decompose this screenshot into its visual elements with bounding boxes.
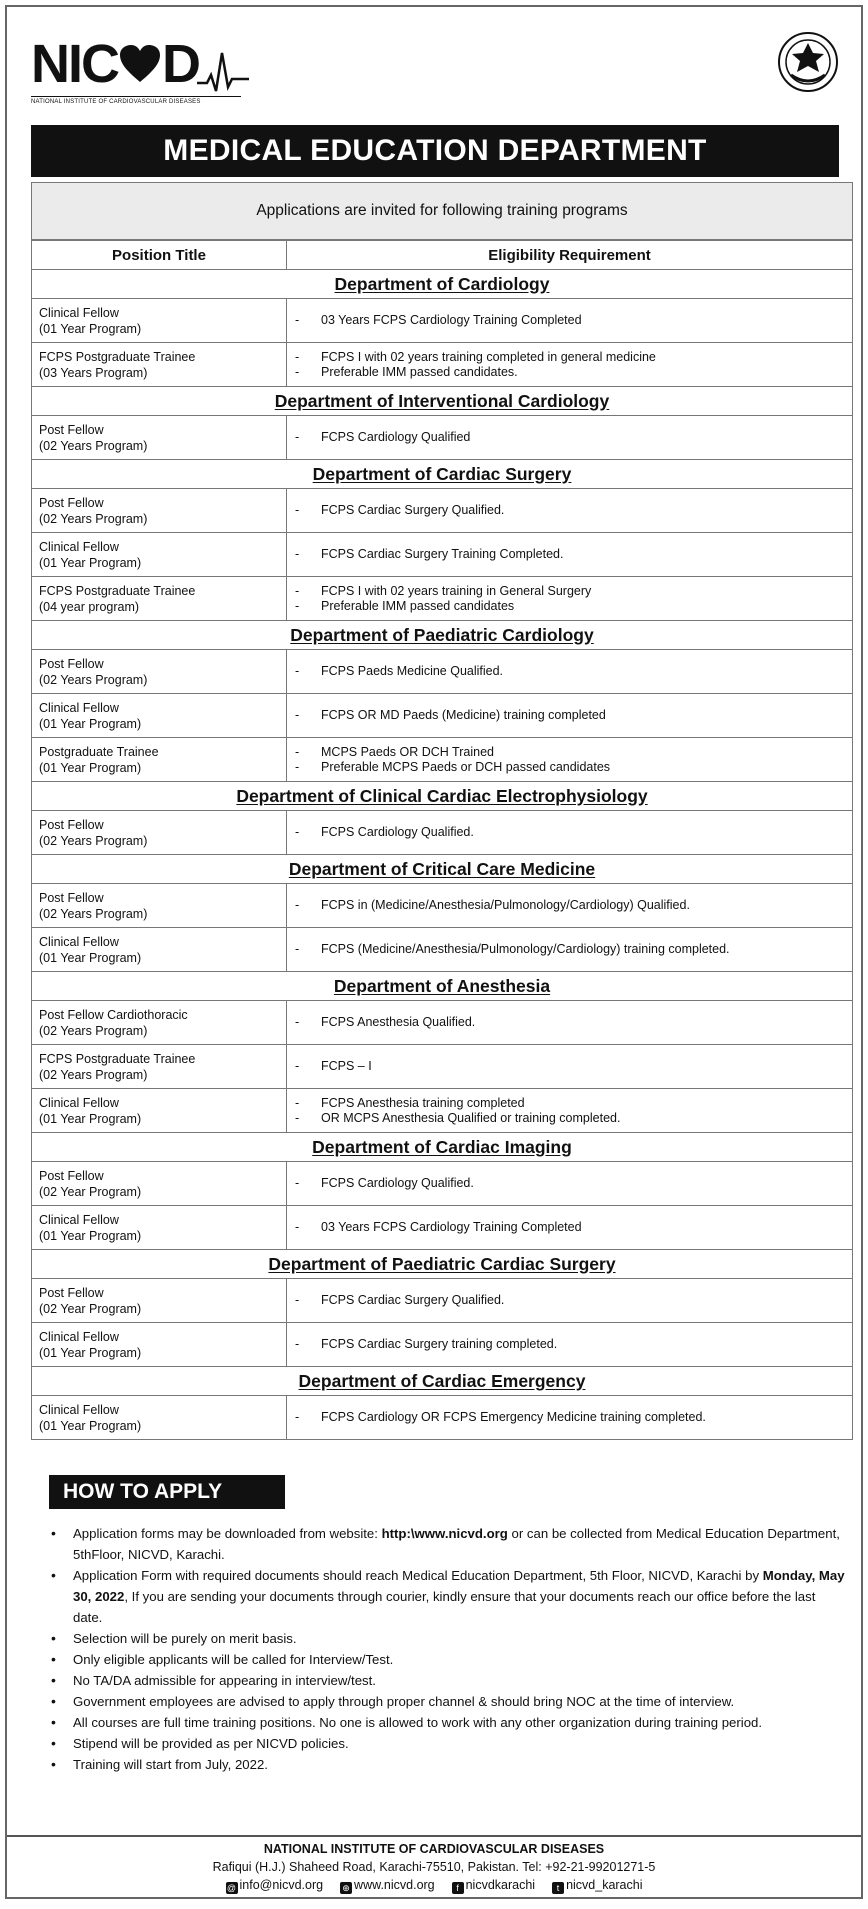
programs-table (31, 240, 853, 1440)
table-row (32, 1396, 853, 1440)
table-row (32, 1206, 853, 1250)
position-cell (32, 1089, 287, 1133)
position-title: FCPS Postgraduate Trainee (39, 583, 196, 598)
eligibility-item: - FCPS Cardiac Surgery Qualified. (295, 1293, 852, 1308)
position-cell (32, 738, 287, 782)
footer-address: Rafiqui (H.J.) Shaheed Road, Karachi-75510, Pakistan. Tel: +92-21-99201271-5 (212, 1860, 656, 1874)
invitation-text: Applications are invited for following training programs (31, 182, 853, 240)
program-duration: (02 Years Program) (39, 672, 148, 687)
list-item (45, 1628, 845, 1649)
position-cell (32, 299, 287, 343)
position-cell (32, 343, 287, 387)
footer-contacts (7, 1876, 861, 1894)
department-row (32, 1250, 853, 1279)
eligibility-cell (287, 811, 853, 855)
position-cell (32, 694, 287, 738)
list-item (45, 1712, 845, 1733)
position-title: Postgraduate Trainee (39, 744, 159, 759)
program-duration: (02 Years Program) (39, 1023, 148, 1038)
eligibility-cell (287, 1323, 853, 1367)
twitter-icon: t (552, 1882, 564, 1894)
list-item (45, 1565, 845, 1628)
eligibility-item: - Preferable IMM passed candidates (295, 599, 852, 614)
eligibility-item: - FCPS – I (295, 1059, 852, 1074)
globe-icon: ⊕ (340, 1882, 352, 1894)
department-row (32, 1133, 853, 1162)
department-row (32, 270, 853, 299)
department-row (32, 972, 853, 1001)
position-cell (32, 650, 287, 694)
footer-facebook[interactable]: nicvdkarachi (465, 1878, 536, 1892)
position-title: Post Fellow (39, 817, 104, 832)
position-cell (32, 928, 287, 972)
position-cell (32, 533, 287, 577)
eligibility-cell (287, 884, 853, 928)
heart-icon (118, 39, 162, 93)
position-title: Clinical Fellow (39, 934, 119, 949)
position-title: Clinical Fellow (39, 539, 119, 554)
position-title: Post Fellow (39, 656, 104, 671)
department-row (32, 782, 853, 811)
department-row (32, 1367, 853, 1396)
program-duration: (02 Years Program) (39, 833, 148, 848)
position-title: Post Fellow (39, 495, 104, 510)
eligibility-cell (287, 1279, 853, 1323)
eligibility-item: - FCPS (Medicine/Anesthesia/Pulmonology/Cardiology) training completed. (295, 942, 852, 957)
program-duration: (02 Year Program) (39, 1301, 142, 1316)
eligibility-item: - FCPS Cardiac Surgery Training Completed. (295, 547, 852, 562)
column-header-position: Position Title (32, 241, 287, 270)
department-heading: Department of Paediatric Cardiology (32, 621, 853, 650)
bullet-text: Government employees are advised to apply through proper channel & should bring NOC at the time of interview. (73, 1694, 735, 1709)
position-title: Post Fellow (39, 1168, 104, 1183)
eligibility-item: - Preferable IMM passed candidates. (295, 365, 852, 380)
eligibility-item: - Preferable MCPS Paeds or DCH passed candidates (295, 760, 852, 775)
list-item (45, 1649, 845, 1670)
table-row (32, 533, 853, 577)
program-duration: (01 Year Program) (39, 555, 142, 570)
program-duration: (01 Year Program) (39, 321, 142, 336)
list-item (45, 1733, 845, 1754)
table-row (32, 650, 853, 694)
eligibility-item: - FCPS Cardiac Surgery training completed. (295, 1337, 852, 1352)
table-body (32, 270, 853, 1440)
position-cell (32, 1162, 287, 1206)
pulse-icon (197, 47, 249, 95)
program-duration: (02 Years Program) (39, 511, 148, 526)
eligibility-cell (287, 577, 853, 621)
facebook-icon: f (452, 1882, 464, 1894)
department-heading: Department of Cardiac Emergency (32, 1367, 853, 1396)
eligibility-cell (287, 1001, 853, 1045)
position-title: FCPS Postgraduate Trainee (39, 349, 196, 364)
table-row (32, 577, 853, 621)
department-heading: Department of Anesthesia (32, 972, 853, 1001)
footer-institute: NATIONAL INSTITUTE OF CARDIOVASCULAR DISEASES (263, 1842, 605, 1856)
eligibility-item: - FCPS OR MD Paeds (Medicine) training completed (295, 708, 852, 723)
bullet-text: All courses are full time training positions. No one is allowed to work with any other organization during training period. (73, 1715, 763, 1730)
position-title: Post Fellow Cardiothoracic (39, 1007, 188, 1022)
table-row (32, 1279, 853, 1323)
table-row (32, 1162, 853, 1206)
position-cell (32, 489, 287, 533)
footer-email[interactable]: info@nicvd.org (239, 1878, 324, 1892)
position-cell (32, 884, 287, 928)
program-duration: (03 Years Program) (39, 365, 148, 380)
eligibility-cell (287, 533, 853, 577)
position-cell (32, 1206, 287, 1250)
program-duration: (02 Years Program) (39, 906, 148, 921)
table-row (32, 884, 853, 928)
position-cell (32, 1001, 287, 1045)
position-title: Clinical Fellow (39, 1329, 119, 1344)
program-duration: (02 Years Program) (39, 1067, 148, 1082)
table-row (32, 1045, 853, 1089)
eligibility-cell (287, 738, 853, 782)
position-title: Post Fellow (39, 890, 104, 905)
eligibility-item: - FCPS Cardiology Qualified. (295, 1176, 852, 1191)
department-heading: Department of Paediatric Cardiac Surgery (32, 1250, 853, 1279)
eligibility-item: - 03 Years FCPS Cardiology Training Completed (295, 1220, 852, 1235)
program-duration: (01 Year Program) (39, 1418, 142, 1433)
eligibility-cell (287, 343, 853, 387)
header (7, 7, 861, 167)
eligibility-item: - FCPS Cardiology Qualified (295, 430, 852, 445)
bullet-text: or can be collected from Medical Education Department, 5thFloor, NICVD, Karachi. (73, 1526, 840, 1562)
position-cell (32, 1045, 287, 1089)
eligibility-cell (287, 1206, 853, 1250)
eligibility-item: - 03 Years FCPS Cardiology Training Completed (295, 313, 852, 328)
programs-section (31, 182, 853, 1440)
position-title: Post Fellow (39, 1285, 104, 1300)
eligibility-item: - FCPS Cardiology Qualified. (295, 825, 852, 840)
position-cell (32, 811, 287, 855)
logo-wordmark: NIC D (31, 34, 199, 94)
position-title: FCPS Postgraduate Trainee (39, 1051, 196, 1066)
list-item (45, 1523, 845, 1565)
table-row (32, 299, 853, 343)
government-seal-icon (777, 31, 839, 93)
list-item (45, 1670, 845, 1691)
position-cell (32, 416, 287, 460)
eligibility-cell (287, 1045, 853, 1089)
table-row (32, 416, 853, 460)
eligibility-item: - FCPS Anesthesia training completed (295, 1096, 852, 1111)
column-header-eligibility: Eligibility Requirement (287, 241, 853, 270)
how-to-apply-heading: HOW TO APPLY (49, 1475, 285, 1509)
eligibility-item: - MCPS Paeds OR DCH Trained (295, 745, 852, 760)
table-row (32, 1001, 853, 1045)
department-row (32, 460, 853, 489)
position-title: Post Fellow (39, 422, 104, 437)
position-title: Clinical Fellow (39, 1095, 119, 1110)
eligibility-item: - OR MCPS Anesthesia Qualified or training completed. (295, 1111, 852, 1126)
footer-twitter[interactable]: nicvd_karachi (566, 1878, 643, 1892)
department-heading: Department of Interventional Cardiology (32, 387, 853, 416)
department-row (32, 387, 853, 416)
program-duration: (04 year program) (39, 599, 140, 614)
position-cell (32, 1323, 287, 1367)
position-title: Clinical Fellow (39, 305, 119, 320)
table-row (32, 738, 853, 782)
position-cell (32, 577, 287, 621)
eligibility-cell (287, 489, 853, 533)
position-cell (32, 1396, 287, 1440)
department-heading: Department of Clinical Cardiac Electrophysiology (32, 782, 853, 811)
eligibility-cell (287, 928, 853, 972)
position-title: Clinical Fellow (39, 1212, 119, 1227)
list-item (45, 1691, 845, 1712)
program-duration: (01 Year Program) (39, 760, 142, 775)
program-duration: (02 Year Program) (39, 1184, 142, 1199)
eligibility-item: - FCPS I with 02 years training in General Surgery (295, 584, 852, 599)
table-row (32, 694, 853, 738)
bullet-text: No TA/DA admissible for appearing in interview/test. (73, 1673, 376, 1688)
bullet-text: Application forms may be downloaded from website: (73, 1526, 382, 1541)
eligibility-cell (287, 299, 853, 343)
department-heading: Department of Cardiology (32, 270, 853, 299)
table-row (32, 811, 853, 855)
program-duration: (01 Year Program) (39, 716, 142, 731)
program-duration: (01 Year Program) (39, 1111, 142, 1126)
eligibility-item: - FCPS I with 02 years training completed in general medicine (295, 350, 852, 365)
eligibility-cell (287, 694, 853, 738)
program-duration: (01 Year Program) (39, 1228, 142, 1243)
position-cell (32, 1279, 287, 1323)
department-row (32, 855, 853, 884)
eligibility-item: - FCPS Anesthesia Qualified. (295, 1015, 852, 1030)
table-row (32, 489, 853, 533)
logo-subtitle: NATIONAL INSTITUTE OF CARDIOVASCULAR DISEASES (31, 96, 241, 105)
department-heading: Department of Cardiac Surgery (32, 460, 853, 489)
table-row (32, 1089, 853, 1133)
footer-website[interactable]: www.nicvd.org (354, 1878, 435, 1892)
eligibility-cell (287, 1089, 853, 1133)
eligibility-item: - FCPS Paeds Medicine Qualified. (295, 664, 852, 679)
bullet-text: Only eligible applicants will be called for Interview/Test. (73, 1652, 394, 1667)
table-row (32, 343, 853, 387)
bullet-text: , If you are sending your documents through courier, kindly ensure that your documents reach our office before the last date. (73, 1589, 816, 1625)
program-duration: (01 Year Program) (39, 950, 142, 965)
eligibility-cell (287, 1162, 853, 1206)
page-title: MEDICAL EDUCATION DEPARTMENT (31, 125, 839, 177)
eligibility-item: - FCPS Cardiac Surgery Qualified. (295, 503, 852, 518)
table-header (32, 241, 853, 270)
eligibility-item: - FCPS in (Medicine/Anesthesia/Pulmonology/Cardiology) Qualified. (295, 898, 852, 913)
table-row (32, 928, 853, 972)
table-row (32, 1323, 853, 1367)
bullet-text: Selection will be purely on merit basis. (73, 1631, 297, 1646)
how-to-apply-list (45, 1523, 845, 1775)
bullet-text: Stipend will be provided as per NICVD policies. (73, 1736, 349, 1751)
bullet-text: Training will start from July, 2022. (73, 1757, 268, 1772)
emphasis-text: http:\www.nicvd.org (381, 1526, 508, 1541)
department-heading: Department of Cardiac Imaging (32, 1133, 853, 1162)
eligibility-cell (287, 416, 853, 460)
list-item (45, 1754, 845, 1775)
eligibility-cell (287, 1396, 853, 1440)
department-heading: Department of Critical Care Medicine (32, 855, 853, 884)
bullet-text: Application Form with required documents should reach Medical Education Department, 5th Floor, NICVD, Karachi by (73, 1568, 763, 1583)
department-row (32, 621, 853, 650)
position-title: Clinical Fellow (39, 1402, 119, 1417)
program-duration: (02 Years Program) (39, 438, 148, 453)
eligibility-item: - FCPS Cardiology OR FCPS Emergency Medicine training completed. (295, 1410, 852, 1425)
emphasis-text: Monday, May 30, 2022 (73, 1568, 845, 1604)
email-icon: @ (226, 1883, 237, 1893)
footer (7, 1835, 861, 1894)
position-title: Clinical Fellow (39, 700, 119, 715)
program-duration: (01 Year Program) (39, 1345, 142, 1360)
eligibility-cell (287, 650, 853, 694)
advertisement-page (5, 5, 863, 1899)
